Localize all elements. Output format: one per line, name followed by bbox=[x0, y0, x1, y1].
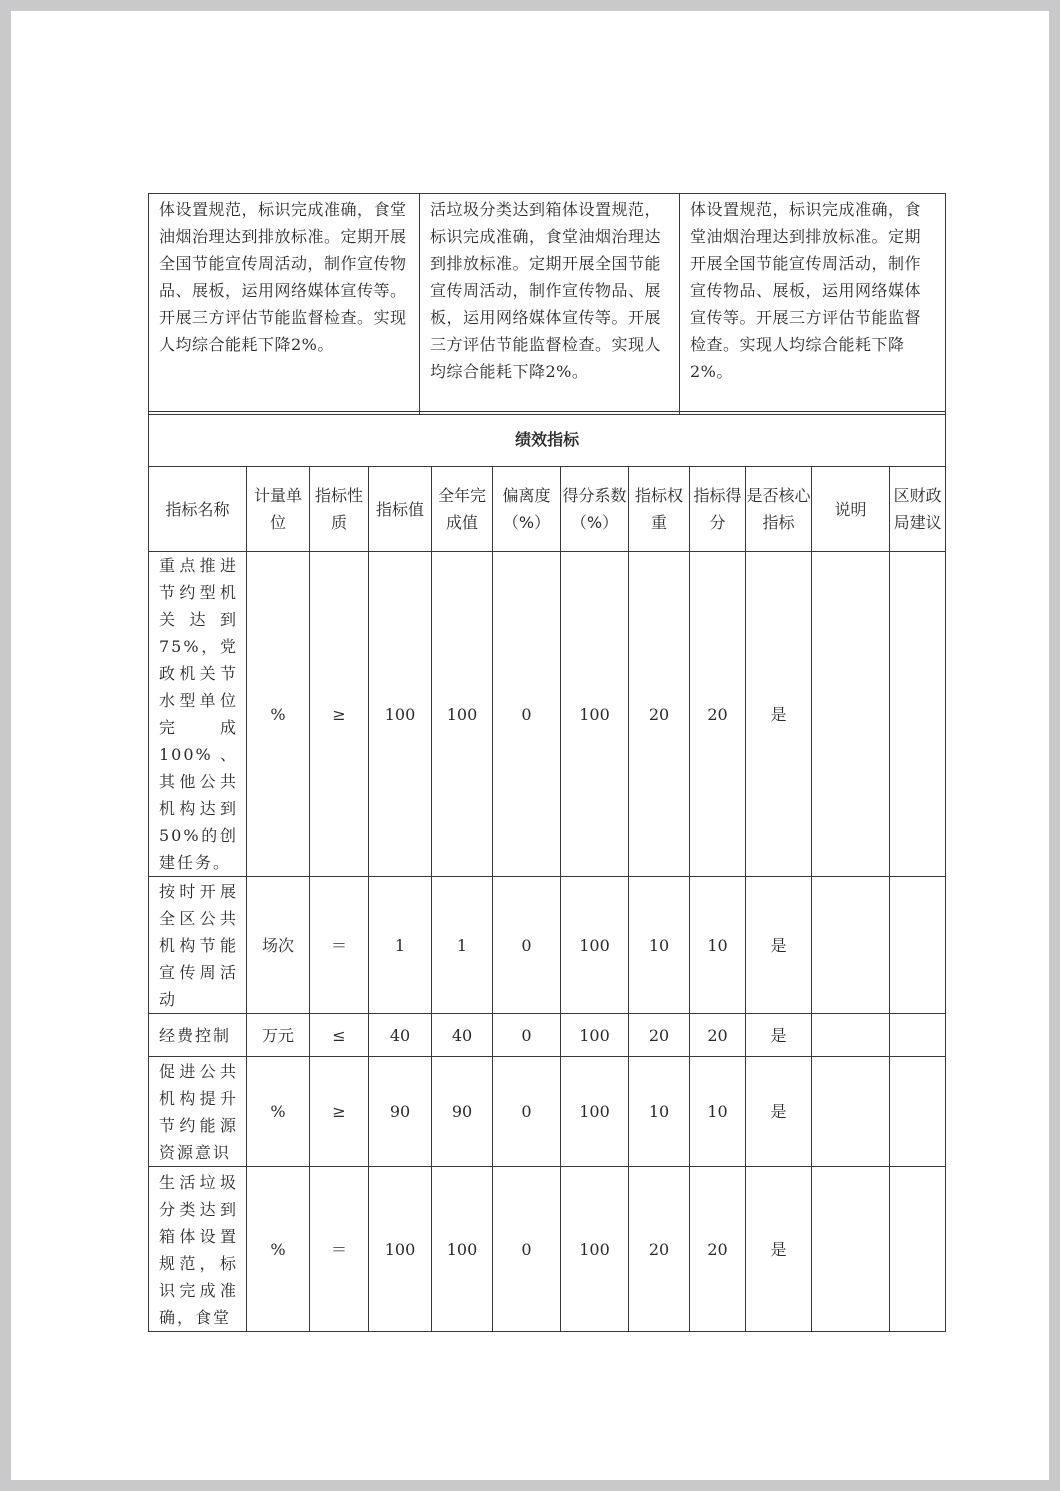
unit-cell: % bbox=[247, 1167, 310, 1332]
core-cell: 是 bbox=[746, 1167, 812, 1332]
weight-cell: 10 bbox=[629, 1057, 690, 1167]
advice-cell bbox=[890, 1167, 946, 1332]
coefficient-cell: 100 bbox=[561, 877, 629, 1014]
note-cell bbox=[812, 552, 890, 877]
nature-cell: ≤ bbox=[310, 1014, 369, 1057]
indicator-name: 重点推进节约型机关达到75%，党政机关节水型单位完成100%、其他公共机构达到50%的创建任务。 bbox=[149, 552, 247, 877]
header-core: 是否核心指标 bbox=[746, 467, 812, 552]
actual-cell: 40 bbox=[432, 1014, 493, 1057]
deviation-cell: 0 bbox=[493, 1167, 561, 1332]
note-cell bbox=[812, 1014, 890, 1057]
core-cell: 是 bbox=[746, 552, 812, 877]
score-cell: 10 bbox=[690, 877, 746, 1014]
deviation-cell: 0 bbox=[493, 877, 561, 1014]
header-coefficient: 得分系数（%） bbox=[561, 467, 629, 552]
header-indicator-name: 指标名称 bbox=[149, 467, 247, 552]
unit-cell: 场次 bbox=[247, 877, 310, 1014]
deviation-cell: 0 bbox=[493, 1057, 561, 1167]
indicator-name: 生活垃圾分类达到箱体设置规范，标识完成准确，食堂 bbox=[149, 1167, 247, 1332]
weight-cell: 20 bbox=[629, 1014, 690, 1057]
coefficient-cell: 100 bbox=[561, 1167, 629, 1332]
goal-description-row bbox=[149, 194, 946, 415]
nature-cell: ≥ bbox=[310, 1057, 369, 1167]
target-cell: 1 bbox=[369, 877, 432, 1014]
indicator-name: 促进公共机构提升节约能源资源意识 bbox=[149, 1057, 247, 1167]
goal-description-cell-2: 活垃圾分类达到箱体设置规范，标识完成准确，食堂油烟治理达到排放标准。定期开展全国节能宣传周活动，制作宣传物品、展板，运用网络媒体宣传等。开展三方评估节能监督检查。实现人均综合能耗下降2%。 bbox=[420, 194, 680, 415]
table-row bbox=[149, 1014, 946, 1057]
section-title: 绩效指标 bbox=[149, 412, 946, 467]
target-cell: 100 bbox=[369, 552, 432, 877]
table-row bbox=[149, 552, 946, 877]
target-cell: 40 bbox=[369, 1014, 432, 1057]
weight-cell: 20 bbox=[629, 1167, 690, 1332]
nature-cell: ＝ bbox=[310, 1167, 369, 1332]
advice-cell bbox=[890, 1057, 946, 1167]
header-unit: 计量单位 bbox=[247, 467, 310, 552]
header-score: 指标得分 bbox=[690, 467, 746, 552]
table-row bbox=[149, 1167, 946, 1332]
unit-cell: % bbox=[247, 1057, 310, 1167]
actual-cell: 1 bbox=[432, 877, 493, 1014]
table-header-row bbox=[149, 467, 946, 552]
table-row bbox=[149, 877, 946, 1014]
header-target: 指标值 bbox=[369, 467, 432, 552]
coefficient-cell: 100 bbox=[561, 1057, 629, 1167]
goal-description-cell-1: 体设置规范，标识完成准确，食堂油烟治理达到排放标准。定期开展全国节能宣传周活动，制作宣传物品、展板，运用网络媒体宣传等。开展三方评估节能监督检查。实现人均综合能耗下降2%。 bbox=[149, 194, 420, 415]
core-cell: 是 bbox=[746, 1057, 812, 1167]
advice-cell bbox=[890, 1014, 946, 1057]
note-cell bbox=[812, 1057, 890, 1167]
document-page bbox=[11, 11, 1049, 1480]
target-cell: 100 bbox=[369, 1167, 432, 1332]
unit-cell: 万元 bbox=[247, 1014, 310, 1057]
weight-cell: 10 bbox=[629, 877, 690, 1014]
core-cell: 是 bbox=[746, 877, 812, 1014]
unit-cell: % bbox=[247, 552, 310, 877]
indicator-name: 按时开展全区公共机构节能宣传周活动 bbox=[149, 877, 247, 1014]
core-cell: 是 bbox=[746, 1014, 812, 1057]
section-title-row bbox=[149, 412, 946, 467]
advice-cell bbox=[890, 877, 946, 1014]
actual-cell: 90 bbox=[432, 1057, 493, 1167]
advice-cell bbox=[890, 552, 946, 877]
note-cell bbox=[812, 877, 890, 1014]
goal-description-cell-3: 体设置规范，标识完成准确，食堂油烟治理达到排放标准。定期开展全国节能宣传周活动，制作宣传物品、展板，运用网络媒体宣传等。开展三方评估节能监督检查。实现人均综合能耗下降2%。 bbox=[680, 194, 946, 415]
nature-cell: ≥ bbox=[310, 552, 369, 877]
actual-cell: 100 bbox=[432, 552, 493, 877]
header-actual: 全年完成值 bbox=[432, 467, 493, 552]
score-cell: 20 bbox=[690, 1167, 746, 1332]
weight-cell: 20 bbox=[629, 552, 690, 877]
goal-description-table bbox=[148, 193, 946, 415]
target-cell: 90 bbox=[369, 1057, 432, 1167]
header-nature: 指标性质 bbox=[310, 467, 369, 552]
header-deviation: 偏离度（%） bbox=[493, 467, 561, 552]
header-note: 说明 bbox=[812, 467, 890, 552]
header-weight: 指标权重 bbox=[629, 467, 690, 552]
indicator-name: 经费控制 bbox=[149, 1014, 247, 1057]
deviation-cell: 0 bbox=[493, 1014, 561, 1057]
header-advice: 区财政局建议 bbox=[890, 467, 946, 552]
coefficient-cell: 100 bbox=[561, 1014, 629, 1057]
score-cell: 10 bbox=[690, 1057, 746, 1167]
note-cell bbox=[812, 1167, 890, 1332]
actual-cell: 100 bbox=[432, 1167, 493, 1332]
performance-indicator-table bbox=[148, 411, 946, 1332]
score-cell: 20 bbox=[690, 1014, 746, 1057]
table-row bbox=[149, 1057, 946, 1167]
score-cell: 20 bbox=[690, 552, 746, 877]
coefficient-cell: 100 bbox=[561, 552, 629, 877]
deviation-cell: 0 bbox=[493, 552, 561, 877]
nature-cell: ＝ bbox=[310, 877, 369, 1014]
